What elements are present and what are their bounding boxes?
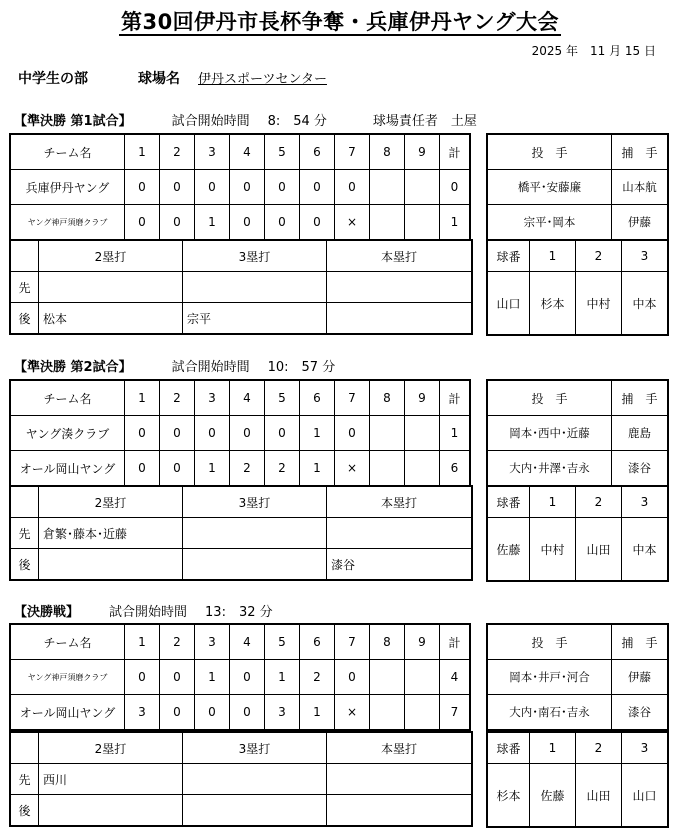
hits-header-row bbox=[11, 733, 472, 764]
inning-score: 0 bbox=[335, 170, 370, 205]
team-name: ヤング神戸須磨クラブ bbox=[11, 660, 125, 695]
start-label: 試合開始時間 bbox=[171, 360, 250, 375]
homerun-players bbox=[327, 518, 472, 549]
inning-header: 2 bbox=[160, 135, 195, 170]
order-num: 2 bbox=[576, 241, 622, 272]
inning-header: 4 bbox=[230, 135, 265, 170]
team-row bbox=[11, 416, 470, 451]
triple-players: 宗平 bbox=[183, 303, 327, 334]
order-name: 中本 bbox=[622, 272, 668, 335]
order-row bbox=[488, 518, 668, 581]
order-name: 山口 bbox=[488, 272, 530, 335]
order-label: 球番 bbox=[488, 733, 530, 764]
inning-header: 3 bbox=[195, 135, 230, 170]
inning-score: 0 bbox=[125, 660, 160, 695]
inning-header: 4 bbox=[230, 381, 265, 416]
inning-score: 3 bbox=[125, 695, 160, 730]
team-header: チーム名 bbox=[11, 135, 125, 170]
game-name: 【決勝戦】 bbox=[14, 605, 80, 620]
inning-score: × bbox=[335, 451, 370, 486]
inning-score: 0 bbox=[160, 660, 195, 695]
double-header: 2塁打 bbox=[39, 241, 183, 272]
score-table bbox=[10, 380, 470, 486]
inning-header: 7 bbox=[335, 135, 370, 170]
triple-header: 3塁打 bbox=[183, 487, 327, 518]
order-name: 佐藤 bbox=[530, 764, 576, 827]
catcher-header: 捕 手 bbox=[612, 381, 668, 416]
inning-score: 0 bbox=[230, 695, 265, 730]
inning-score: 0 bbox=[195, 416, 230, 451]
order-num: 1 bbox=[530, 733, 576, 764]
order-num: 3 bbox=[622, 733, 668, 764]
battery-header-row bbox=[488, 381, 668, 416]
inning-header: 8 bbox=[370, 381, 405, 416]
inning-score bbox=[370, 416, 405, 451]
pitchers: 岡本･西中･近藤 bbox=[488, 416, 612, 451]
venue-label: 球場名 bbox=[138, 71, 180, 87]
order-name: 中本 bbox=[622, 518, 668, 581]
inning-score: × bbox=[335, 695, 370, 730]
order-num: 3 bbox=[622, 487, 668, 518]
pitchers: 橋平･安藤廉 bbox=[488, 170, 612, 205]
team-name: オール岡山ヤング bbox=[11, 451, 125, 486]
inning-header: 6 bbox=[300, 135, 335, 170]
homerun-header: 本塁打 bbox=[327, 487, 472, 518]
order-name: 中村 bbox=[530, 518, 576, 581]
inning-score: 2 bbox=[265, 451, 300, 486]
catchers: 伊藤 bbox=[612, 205, 668, 240]
start-time: 10: 57 分 bbox=[267, 360, 336, 375]
double-players bbox=[39, 272, 183, 303]
team-total: 1 bbox=[440, 416, 470, 451]
start-time: 13: 32 分 bbox=[205, 605, 273, 620]
inning-score: 1 bbox=[300, 451, 335, 486]
homerun-header: 本塁打 bbox=[327, 241, 472, 272]
inning-score: 0 bbox=[230, 205, 265, 240]
inning-score: 0 bbox=[230, 170, 265, 205]
hits-header-row bbox=[11, 487, 472, 518]
venue-name: 伊丹スポーツセンター bbox=[198, 72, 327, 87]
hits-row-second bbox=[11, 795, 472, 826]
homerun-header: 本塁打 bbox=[327, 733, 472, 764]
double-players bbox=[39, 795, 183, 826]
extra-base-hits-table bbox=[10, 732, 472, 826]
triple-header: 3塁打 bbox=[183, 241, 327, 272]
double-header: 2塁打 bbox=[39, 733, 183, 764]
inning-header: 8 bbox=[370, 135, 405, 170]
inning-score: 0 bbox=[300, 170, 335, 205]
team-row bbox=[11, 451, 470, 486]
hits-row-second bbox=[11, 303, 472, 334]
inning-score: 0 bbox=[230, 416, 265, 451]
inning-header: 3 bbox=[195, 381, 230, 416]
inning-score bbox=[370, 451, 405, 486]
order-name: 杉本 bbox=[488, 764, 530, 827]
battery-row bbox=[488, 416, 668, 451]
inning-score: 0 bbox=[160, 451, 195, 486]
double-players: 倉繁･藤本･近藤 bbox=[39, 518, 183, 549]
inning-score: 0 bbox=[160, 416, 195, 451]
order-row bbox=[488, 272, 668, 335]
battery-header-row bbox=[488, 135, 668, 170]
triple-players bbox=[183, 795, 327, 826]
inning-score: 0 bbox=[195, 170, 230, 205]
supervisor: 球場責任者 土屋 bbox=[372, 114, 477, 129]
order-name: 中村 bbox=[576, 272, 622, 335]
battery-row bbox=[488, 170, 668, 205]
inning-score bbox=[405, 170, 440, 205]
catchers: 漆谷 bbox=[612, 451, 668, 486]
extra-base-hits-table bbox=[10, 240, 472, 334]
inning-score: 0 bbox=[265, 416, 300, 451]
side-label: 先 bbox=[11, 518, 39, 549]
order-label: 球番 bbox=[488, 487, 530, 518]
inning-score bbox=[405, 205, 440, 240]
order-name: 山田 bbox=[576, 518, 622, 581]
pitchers: 宗平･岡本 bbox=[488, 205, 612, 240]
battery-table bbox=[487, 134, 668, 240]
inning-header: 5 bbox=[265, 625, 300, 660]
inning-header: 6 bbox=[300, 381, 335, 416]
inning-score: 0 bbox=[160, 695, 195, 730]
game-header bbox=[14, 601, 273, 620]
inning-header: 4 bbox=[230, 625, 265, 660]
side-label: 後 bbox=[11, 303, 39, 334]
extra-base-hits-table bbox=[10, 486, 472, 580]
team-row bbox=[11, 695, 470, 730]
inning-score: 0 bbox=[125, 170, 160, 205]
order-num: 2 bbox=[576, 487, 622, 518]
inning-header: 7 bbox=[335, 625, 370, 660]
category: 中学生の部 bbox=[18, 71, 88, 87]
team-name: オール岡山ヤング bbox=[11, 695, 125, 730]
team-row bbox=[11, 170, 470, 205]
inning-score bbox=[370, 660, 405, 695]
double-header: 2塁打 bbox=[39, 487, 183, 518]
pitchers: 大内･南石･吉永 bbox=[488, 695, 612, 730]
inning-header: 8 bbox=[370, 625, 405, 660]
inning-score bbox=[370, 170, 405, 205]
side-label: 後 bbox=[11, 549, 39, 580]
inning-score bbox=[370, 205, 405, 240]
inning-score: 1 bbox=[265, 660, 300, 695]
inning-header: 9 bbox=[405, 135, 440, 170]
hits-row-first bbox=[11, 764, 472, 795]
team-total: 7 bbox=[440, 695, 470, 730]
homerun-players bbox=[327, 795, 472, 826]
inning-score: 2 bbox=[230, 451, 265, 486]
pitcher-header: 投 手 bbox=[488, 381, 612, 416]
order-header-row bbox=[488, 733, 668, 764]
battery-row bbox=[488, 205, 668, 240]
side-label: 後 bbox=[11, 795, 39, 826]
hits-row-first bbox=[11, 518, 472, 549]
team-total: 4 bbox=[440, 660, 470, 695]
hits-row-first bbox=[11, 272, 472, 303]
inning-score bbox=[370, 695, 405, 730]
total-header: 計 bbox=[440, 381, 470, 416]
inning-score: 0 bbox=[125, 451, 160, 486]
ball-order-table bbox=[487, 240, 668, 335]
score-header-row bbox=[11, 381, 470, 416]
inning-header: 5 bbox=[265, 381, 300, 416]
double-players: 松本 bbox=[39, 303, 183, 334]
double-players: 西川 bbox=[39, 764, 183, 795]
homerun-players bbox=[327, 272, 472, 303]
pitcher-header: 投 手 bbox=[488, 135, 612, 170]
hits-header-row bbox=[11, 241, 472, 272]
order-name: 杉本 bbox=[530, 272, 576, 335]
battery-row bbox=[488, 695, 668, 730]
inning-score: 3 bbox=[265, 695, 300, 730]
inning-score: 1 bbox=[300, 695, 335, 730]
pitchers: 岡本･井戸･河合 bbox=[488, 660, 612, 695]
battery-table bbox=[487, 380, 668, 486]
order-header-row bbox=[488, 241, 668, 272]
hits-row-second bbox=[11, 549, 472, 580]
catchers: 伊藤 bbox=[612, 660, 668, 695]
inning-score: 1 bbox=[195, 660, 230, 695]
order-name: 佐藤 bbox=[488, 518, 530, 581]
inning-header: 1 bbox=[125, 625, 160, 660]
inning-header: 2 bbox=[160, 381, 195, 416]
inning-header: 9 bbox=[405, 381, 440, 416]
inning-score bbox=[405, 695, 440, 730]
team-total: 6 bbox=[440, 451, 470, 486]
inning-score: × bbox=[335, 205, 370, 240]
triple-players bbox=[183, 549, 327, 580]
inning-score: 0 bbox=[195, 695, 230, 730]
order-label: 球番 bbox=[488, 241, 530, 272]
battery-row bbox=[488, 660, 668, 695]
game-name: 【準決勝 第1試合】 bbox=[14, 114, 132, 129]
page-title: 第30回伊丹市長杯争奪・兵庫伊丹ヤング大会 bbox=[120, 10, 560, 34]
ball-order-table bbox=[487, 486, 668, 581]
battery-table bbox=[487, 624, 668, 730]
date: 2025 年 11 月 15 日 bbox=[531, 44, 656, 58]
order-row bbox=[488, 764, 668, 827]
start-time: 8: 54 分 bbox=[267, 114, 327, 129]
triple-header: 3塁打 bbox=[183, 733, 327, 764]
inning-score bbox=[405, 416, 440, 451]
double-players bbox=[39, 549, 183, 580]
order-num: 3 bbox=[622, 241, 668, 272]
team-total: 1 bbox=[440, 205, 470, 240]
battery-header-row bbox=[488, 625, 668, 660]
team-name: 兵庫伊丹ヤング bbox=[11, 170, 125, 205]
catcher-header: 捕 手 bbox=[612, 625, 668, 660]
game-header bbox=[14, 110, 477, 129]
start-label: 試合開始時間 bbox=[171, 114, 250, 129]
pitchers: 大内･井澤･吉永 bbox=[488, 451, 612, 486]
order-num: 1 bbox=[530, 241, 576, 272]
order-num: 1 bbox=[530, 487, 576, 518]
inning-score: 0 bbox=[300, 205, 335, 240]
game-header bbox=[14, 356, 335, 375]
inning-score: 0 bbox=[265, 205, 300, 240]
catchers: 山本航 bbox=[612, 170, 668, 205]
triple-players bbox=[183, 764, 327, 795]
team-header: チーム名 bbox=[11, 381, 125, 416]
order-name: 山田 bbox=[576, 764, 622, 827]
inning-header: 2 bbox=[160, 625, 195, 660]
inning-score: 1 bbox=[195, 451, 230, 486]
inning-header: 1 bbox=[125, 135, 160, 170]
score-table bbox=[10, 624, 470, 730]
inning-score: 0 bbox=[335, 416, 370, 451]
homerun-players: 漆谷 bbox=[327, 549, 472, 580]
homerun-players bbox=[327, 764, 472, 795]
catcher-header: 捕 手 bbox=[612, 135, 668, 170]
inning-score: 0 bbox=[335, 660, 370, 695]
inning-score: 0 bbox=[265, 170, 300, 205]
order-name: 山口 bbox=[622, 764, 668, 827]
homerun-players bbox=[327, 303, 472, 334]
pitcher-header: 投 手 bbox=[488, 625, 612, 660]
inning-score: 0 bbox=[230, 660, 265, 695]
inning-score: 1 bbox=[300, 416, 335, 451]
inning-header: 7 bbox=[335, 381, 370, 416]
inning-score bbox=[405, 451, 440, 486]
catchers: 鹿島 bbox=[612, 416, 668, 451]
team-row bbox=[11, 205, 470, 240]
triple-players bbox=[183, 518, 327, 549]
score-header-row bbox=[11, 135, 470, 170]
total-header: 計 bbox=[440, 625, 470, 660]
team-row bbox=[11, 660, 470, 695]
team-name: ヤング神戸須磨クラブ bbox=[11, 205, 125, 240]
inning-header: 6 bbox=[300, 625, 335, 660]
inning-header: 1 bbox=[125, 381, 160, 416]
side-label: 先 bbox=[11, 272, 39, 303]
side-label: 先 bbox=[11, 764, 39, 795]
inning-header: 3 bbox=[195, 625, 230, 660]
triple-players bbox=[183, 272, 327, 303]
inning-score: 0 bbox=[160, 170, 195, 205]
catchers: 漆谷 bbox=[612, 695, 668, 730]
team-total: 0 bbox=[440, 170, 470, 205]
inning-score: 0 bbox=[160, 205, 195, 240]
score-header-row bbox=[11, 625, 470, 660]
inning-score: 0 bbox=[125, 205, 160, 240]
game-name: 【準決勝 第2試合】 bbox=[14, 360, 132, 375]
start-label: 試合開始時間 bbox=[109, 605, 188, 620]
order-num: 2 bbox=[576, 733, 622, 764]
ball-order-table bbox=[487, 732, 668, 827]
team-header: チーム名 bbox=[11, 625, 125, 660]
inning-score bbox=[405, 660, 440, 695]
inning-score: 0 bbox=[125, 416, 160, 451]
inning-score: 1 bbox=[195, 205, 230, 240]
score-table bbox=[10, 134, 470, 240]
inning-score: 2 bbox=[300, 660, 335, 695]
inning-header: 5 bbox=[265, 135, 300, 170]
order-header-row bbox=[488, 487, 668, 518]
team-name: ヤング湊クラブ bbox=[11, 416, 125, 451]
battery-row bbox=[488, 451, 668, 486]
inning-header: 9 bbox=[405, 625, 440, 660]
total-header: 計 bbox=[440, 135, 470, 170]
